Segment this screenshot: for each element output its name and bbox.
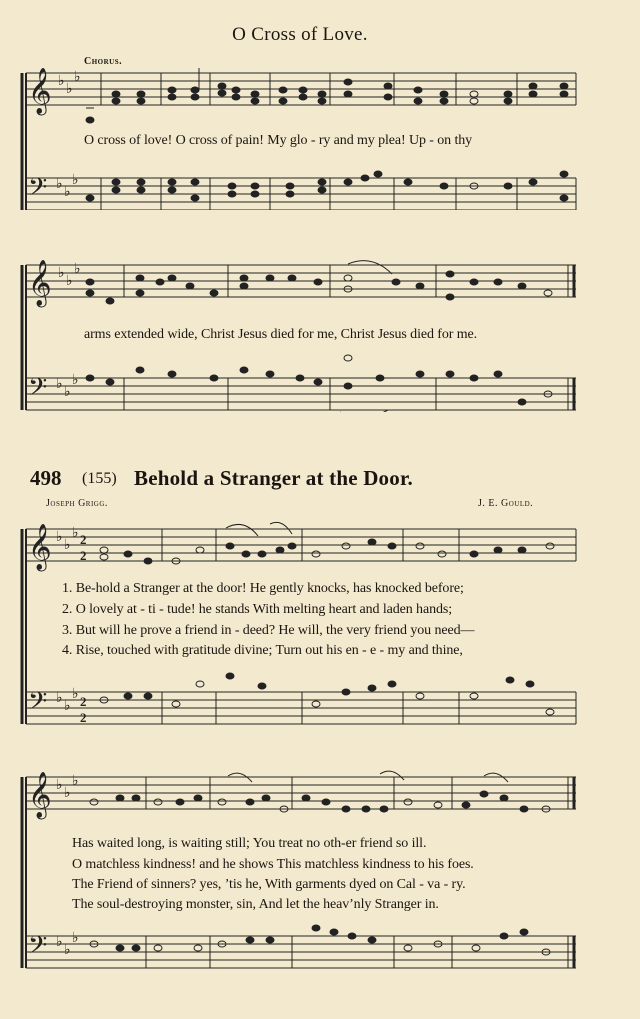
svg-text:𝄢: 𝄢 — [28, 687, 48, 722]
svg-text:♭: ♭ — [64, 786, 71, 801]
svg-text:♭: ♭ — [56, 691, 63, 706]
svg-text:𝄞: 𝄞 — [28, 772, 52, 818]
svg-text:♭: ♭ — [72, 373, 79, 388]
svg-text:𝄞: 𝄞 — [28, 260, 52, 306]
svg-text:♭: ♭ — [72, 931, 79, 946]
hymn-number: 498 — [30, 466, 62, 490]
verse-3-line-2: The Friend of sinners? yes, ’tis he, With garments dyed on Cal - va - ry. — [72, 877, 466, 892]
verse-3-line-1: 3. But will he prove a friend in - deed? He will, the very friend you need— — [62, 623, 475, 638]
lyric-497-line-1: O cross of love! O cross of pain! My glo - ry and my plea! Up - on thy — [84, 133, 473, 148]
lyric-497-line-2: arms extended wide, Christ Jesus died for me, Christ Jesus died for me. — [84, 327, 477, 342]
verse-4-line-1: 4. Rise, touched with gratitude divine; Turn out his en - e - my and thine, — [62, 643, 463, 658]
chorus-label: Chorus. — [84, 56, 123, 67]
svg-text:♭: ♭ — [72, 774, 79, 789]
verse-4-line-2: The soul-destroying monster, sin, And let the heav’nly Stranger in. — [72, 897, 439, 912]
hymn-title-o-cross-of-love: O Cross of Love. — [232, 24, 368, 45]
svg-text:2: 2 — [80, 532, 87, 547]
svg-text:♭: ♭ — [64, 538, 71, 553]
hymn-alt-number: (155) — [82, 470, 117, 487]
svg-text:♭: ♭ — [64, 185, 71, 200]
svg-text:♭: ♭ — [66, 82, 73, 97]
svg-text:♭: ♭ — [64, 699, 71, 714]
verse-1-line-2: Has waited long, is waiting still; You treat no oth-er friend so ill. — [72, 836, 427, 851]
svg-text:♭: ♭ — [74, 262, 81, 277]
svg-text:♭: ♭ — [58, 266, 65, 281]
hymn-title-behold-a-stranger: Behold a Stranger at the Door. — [134, 466, 413, 490]
svg-text:𝄢: 𝄢 — [28, 373, 48, 408]
svg-text:♭: ♭ — [56, 935, 63, 950]
svg-text:2: 2 — [80, 548, 87, 563]
svg-text:♭: ♭ — [72, 687, 79, 702]
svg-text:2: 2 — [80, 710, 87, 725]
svg-text:𝄢: 𝄢 — [28, 931, 48, 966]
svg-text:𝄢: 𝄢 — [28, 173, 48, 208]
svg-text:𝄞: 𝄞 — [28, 524, 52, 570]
verse-2-line-1: 2. O lovely at - ti - tude! he stands With melting heart and laden hands; — [62, 602, 453, 617]
verse-1-line-1: 1. Be-hold a Stranger at the door! He gently knocks, has knocked before; — [62, 581, 464, 596]
svg-text:♭: ♭ — [58, 74, 65, 89]
svg-text:♭: ♭ — [56, 530, 63, 545]
svg-text:♭: ♭ — [56, 177, 63, 192]
svg-text:2: 2 — [80, 694, 87, 709]
svg-text:♭: ♭ — [66, 274, 73, 289]
hymn-author: Joseph Grigg. — [46, 498, 108, 509]
verse-2-line-2: O matchless kindness! and he shows This matchless kindness to his foes. — [72, 857, 474, 872]
svg-text:♭: ♭ — [64, 943, 71, 958]
svg-text:♭: ♭ — [72, 173, 79, 188]
svg-text:♭: ♭ — [64, 385, 71, 400]
svg-text:♭: ♭ — [56, 778, 63, 793]
hymn-composer: J. E. Gould. — [478, 498, 534, 509]
svg-text:♭: ♭ — [74, 70, 81, 85]
svg-text:♭: ♭ — [72, 526, 79, 541]
svg-text:𝄞: 𝄞 — [28, 68, 52, 114]
svg-text:♭: ♭ — [56, 377, 63, 392]
